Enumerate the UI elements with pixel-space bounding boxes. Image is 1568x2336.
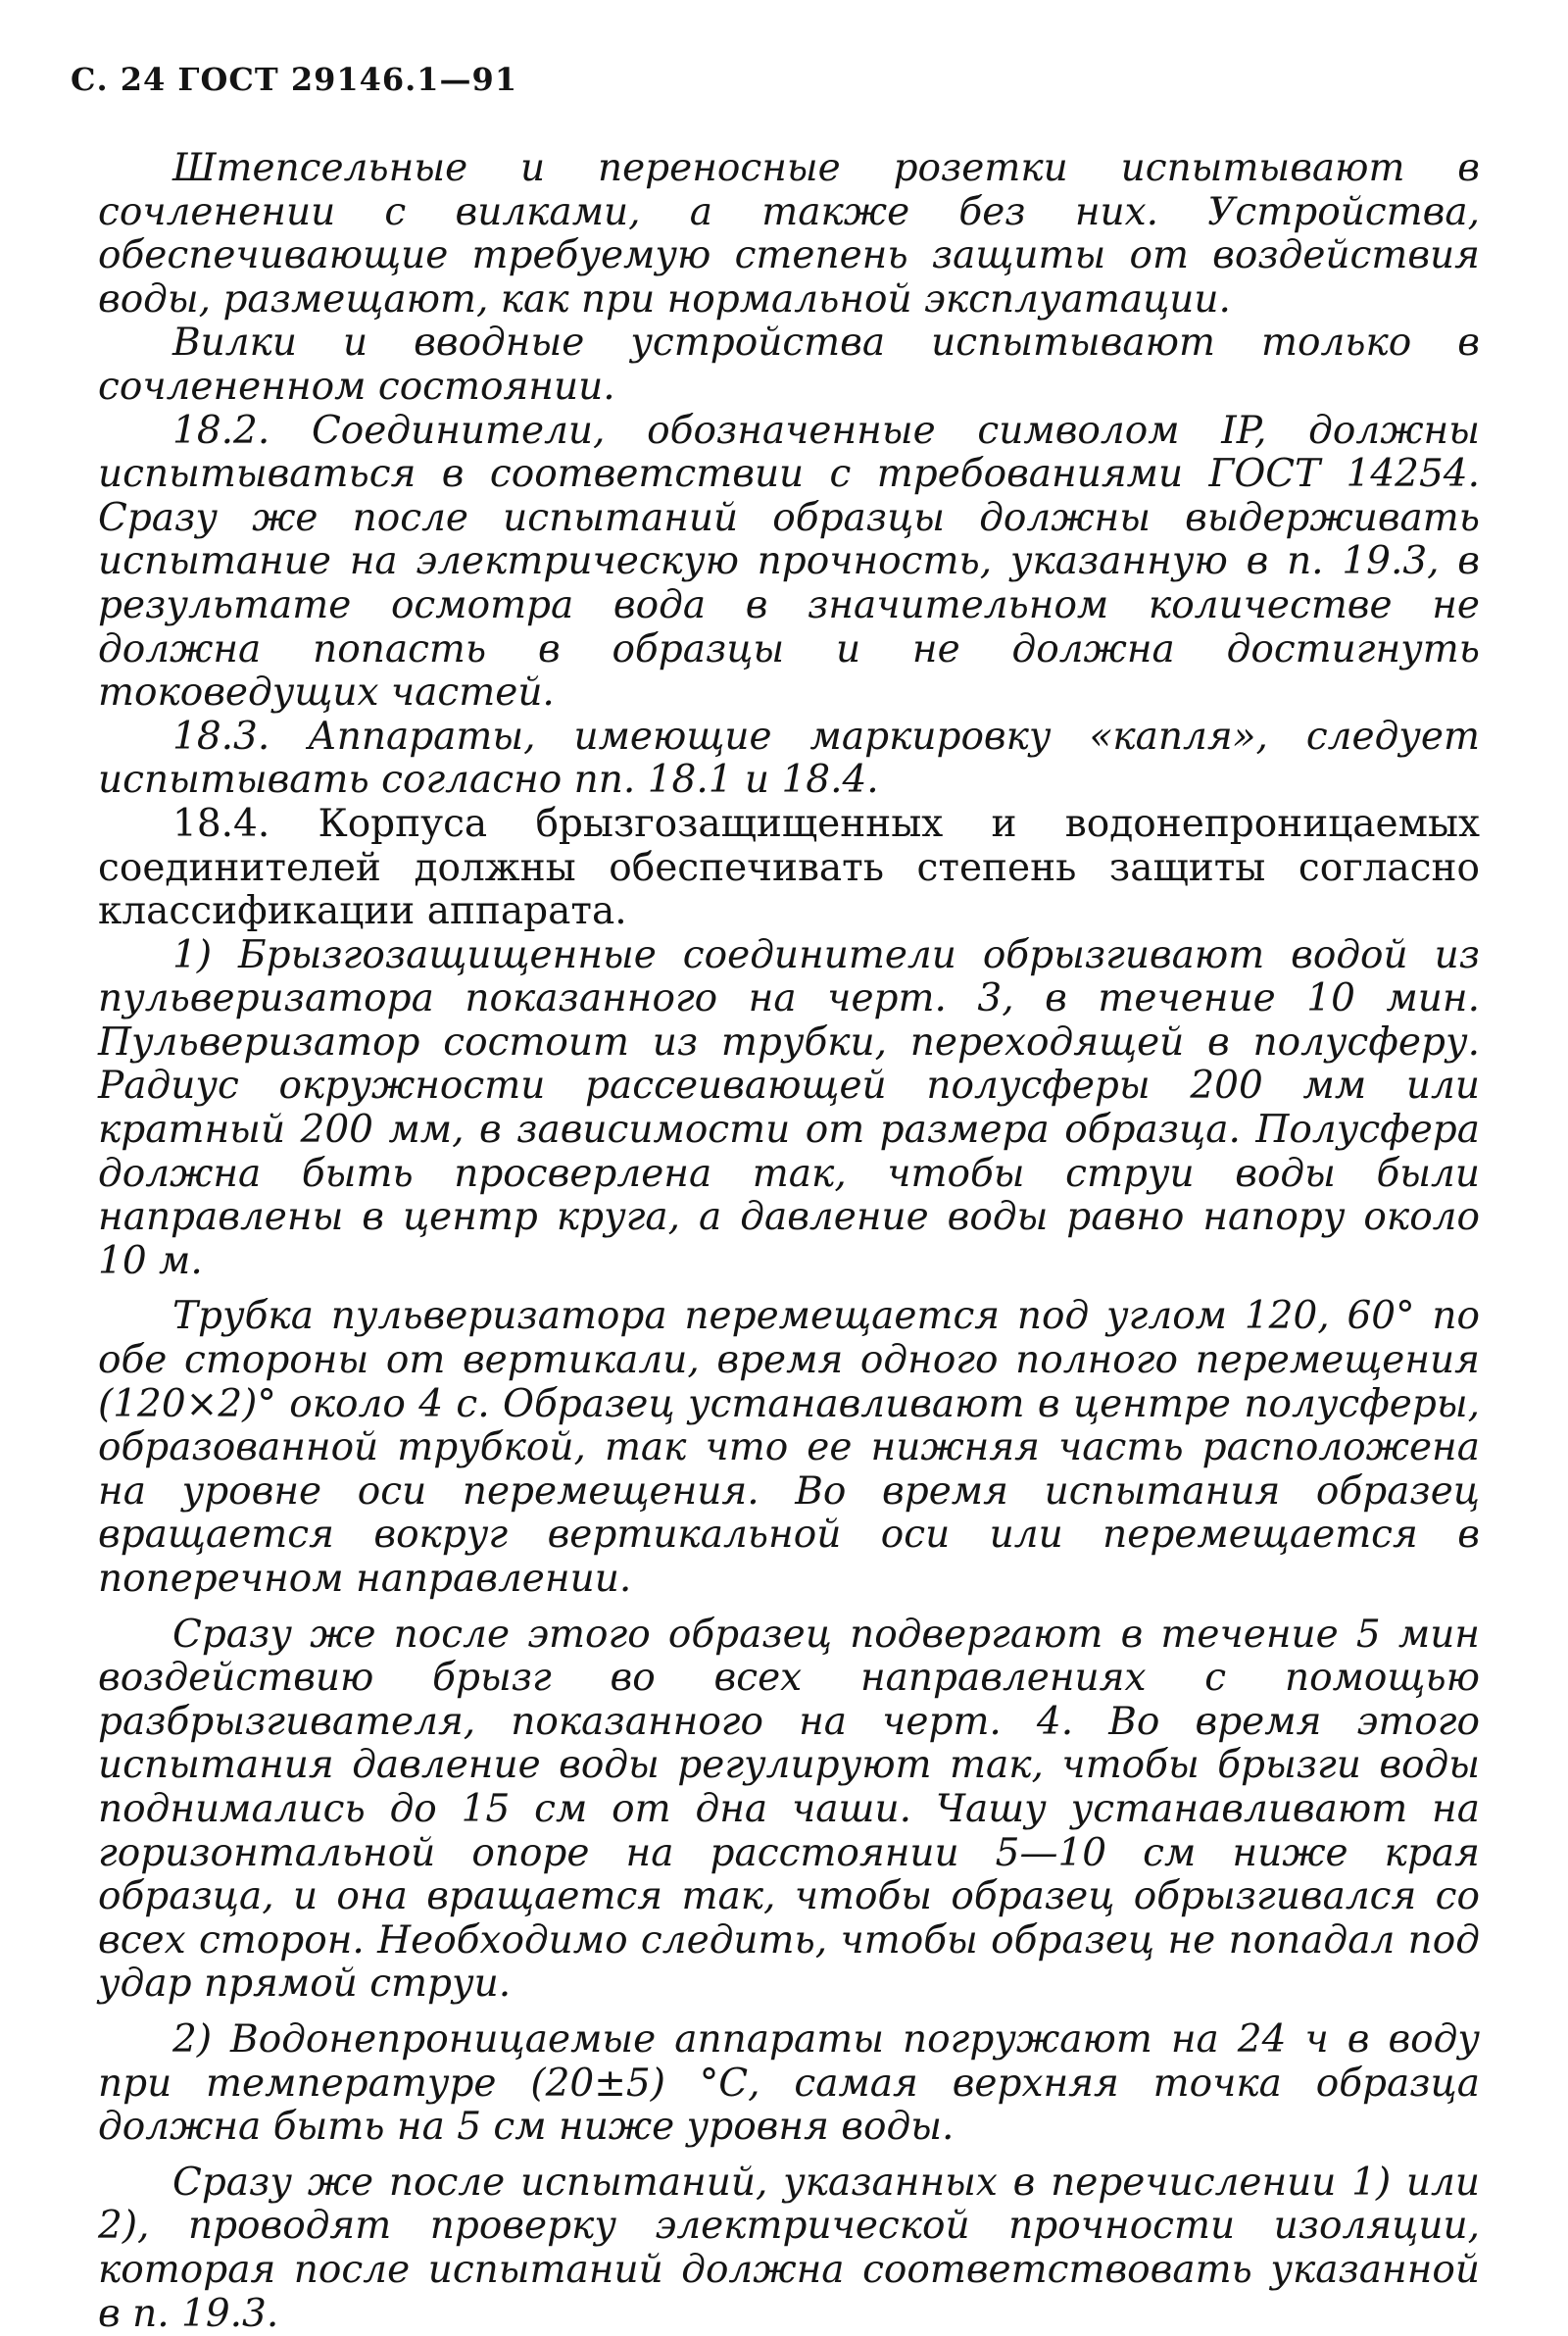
paragraph-splash-bowl: Сразу же после этого образец подвергают в течение 5 мин воздействию брызг во всех направлениях с помощью разбрызгивателя, показанного на черт. 4. Во время этого испытания давление воды регулируют так, чтобы брызги воды поднимались до 15 см от дна чаши. Чашу устанавливают на горизонтальной опоре на расстоянии 5—10 см ниже края образца, и она вращается так, чтобы образец обрызгивался со всех сторон. Необходимо следить, чтобы образец не попадал под удар прямой струи. (98, 1612, 1480, 2007)
paragraph-waterproof: 2) Водонепроницаемые аппараты погружают на 24 ч в воду при температуре (20±5) °С, самая верхняя точка образца должна быть на 5 см ниже уровня воды. (98, 2016, 1480, 2150)
paragraph-electric-strength: Сразу же после испытаний, указанных в перечислении 1) или 2), проводят проверку электрической прочности изоляции, которая после испытаний должна соответствовать указанной в п. 19.3. (98, 2160, 1480, 2336)
paragraph-18-3: 18.3. Аппараты, имеющие маркировку «капля», следует испытывать согласно пп. 18.1 и 18.4. (98, 714, 1480, 803)
paragraph-18-4: 18.4. Корпуса брызгозащищенных и водонепроницаемых соединителей должны обеспечивать степень защиты согласно классификации аппарата. (98, 801, 1480, 934)
paragraph-sprayer-tube: Трубка пульверизатора перемещается под углом 120, 60° по обе стороны от вертикали, время одного полного перемещения (120×2)° около 4 с. Образец устанавливают в центре полусферы, образованной трубкой, так что ее нижняя часть расположена на уровне оси перемещения. Во время испытания образец вращается вокруг вертикальной оси или перемещается в поперечном направлении. (98, 1294, 1480, 1601)
paragraph-splashproof: 1) Брызгозащищенные соединители обрызгивают водой из пульверизатора показанного на черт. 3, в течение 10 мин. Пульверизатор состоит из трубки, переходящей в полусферу. Радиус окружности рассеивающей полусферы 200 мм или кратный 200 мм, в зависимости от размера образца. Полусфера должна быть просверлена так, чтобы струи воды были направлены в центр круга, а давление воды равно напору около 10 м. (98, 932, 1480, 1283)
paragraph-18-2: 18.2. Соединители, обозначенные символом IP, должны испытываться в соответствии с требованиями ГОСТ 14254. Сразу же после испытаний образцы должны выдерживать испытание на электрическую прочность, указанную в п. 19.3, в результате осмотра вода в значительном количестве не должна попасть в образцы и не должна достигнуть токоведущих частей. (98, 408, 1480, 716)
page-header: С. 24 ГОСТ 29146.1—91 (71, 61, 518, 98)
document-body (98, 147, 1480, 2336)
paragraph-plugs-test: Вилки и вводные устройства испытывают только в сочлененном состоянии. (98, 321, 1480, 409)
paragraph-sockets-test: Штепсельные и переносные розетки испытывают в сочленении с вилками, а также без них. Устройства, обеспечивающие требуемую степень защиты от воздействия воды, размещают, как при нормальной эксплуатации. (98, 146, 1480, 322)
